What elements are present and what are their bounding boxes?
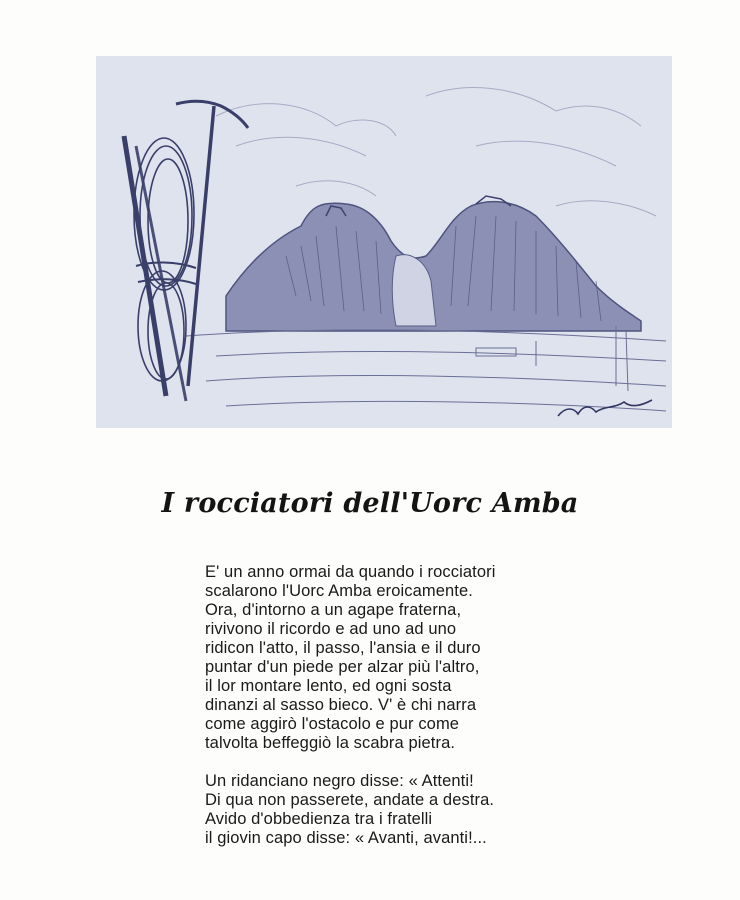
poem-line: Un ridanciano negro disse: « Attenti! bbox=[205, 772, 474, 790]
poem-stanza-1 bbox=[205, 563, 585, 753]
poem-line: come aggirò l'ostacolo e pur come bbox=[205, 715, 460, 733]
poem-line: puntar d'un piede per alzar più l'altro, bbox=[205, 658, 480, 676]
poem-line: Avido d'obbedienza tra i fratelli bbox=[205, 810, 433, 828]
poem-line: scalarono l'Uorc Amba eroicamente. bbox=[205, 582, 473, 600]
poem-line: E' un anno ormai da quando i rocciatori bbox=[205, 563, 496, 581]
poem-line: Di qua non passerete, andate a destra. bbox=[205, 791, 495, 809]
mountain-drawing bbox=[96, 56, 672, 428]
poem-line: ridicon l'atto, il passo, l'ansia e il duro bbox=[205, 639, 481, 657]
poem-line: Ora, d'intorno a un agape fraterna, bbox=[205, 601, 462, 619]
poem-body bbox=[205, 563, 585, 848]
poem-stanza-2 bbox=[205, 772, 585, 848]
poem-line: rivivono il ricordo e ad uno ad uno bbox=[205, 620, 457, 638]
poem-line: il giovin capo disse: « Avanti, avanti!... bbox=[205, 829, 487, 847]
poem-line: il lor montare lento, ed ogni sosta bbox=[205, 677, 452, 695]
mountain-illustration bbox=[96, 56, 672, 428]
poem-line: talvolta beffeggiò la scabra pietra. bbox=[205, 734, 456, 752]
poem-title: I rocciatori dell'Uorc Amba bbox=[161, 488, 579, 519]
poem-line: dinanzi al sasso bieco. V' è chi narra bbox=[205, 696, 477, 714]
